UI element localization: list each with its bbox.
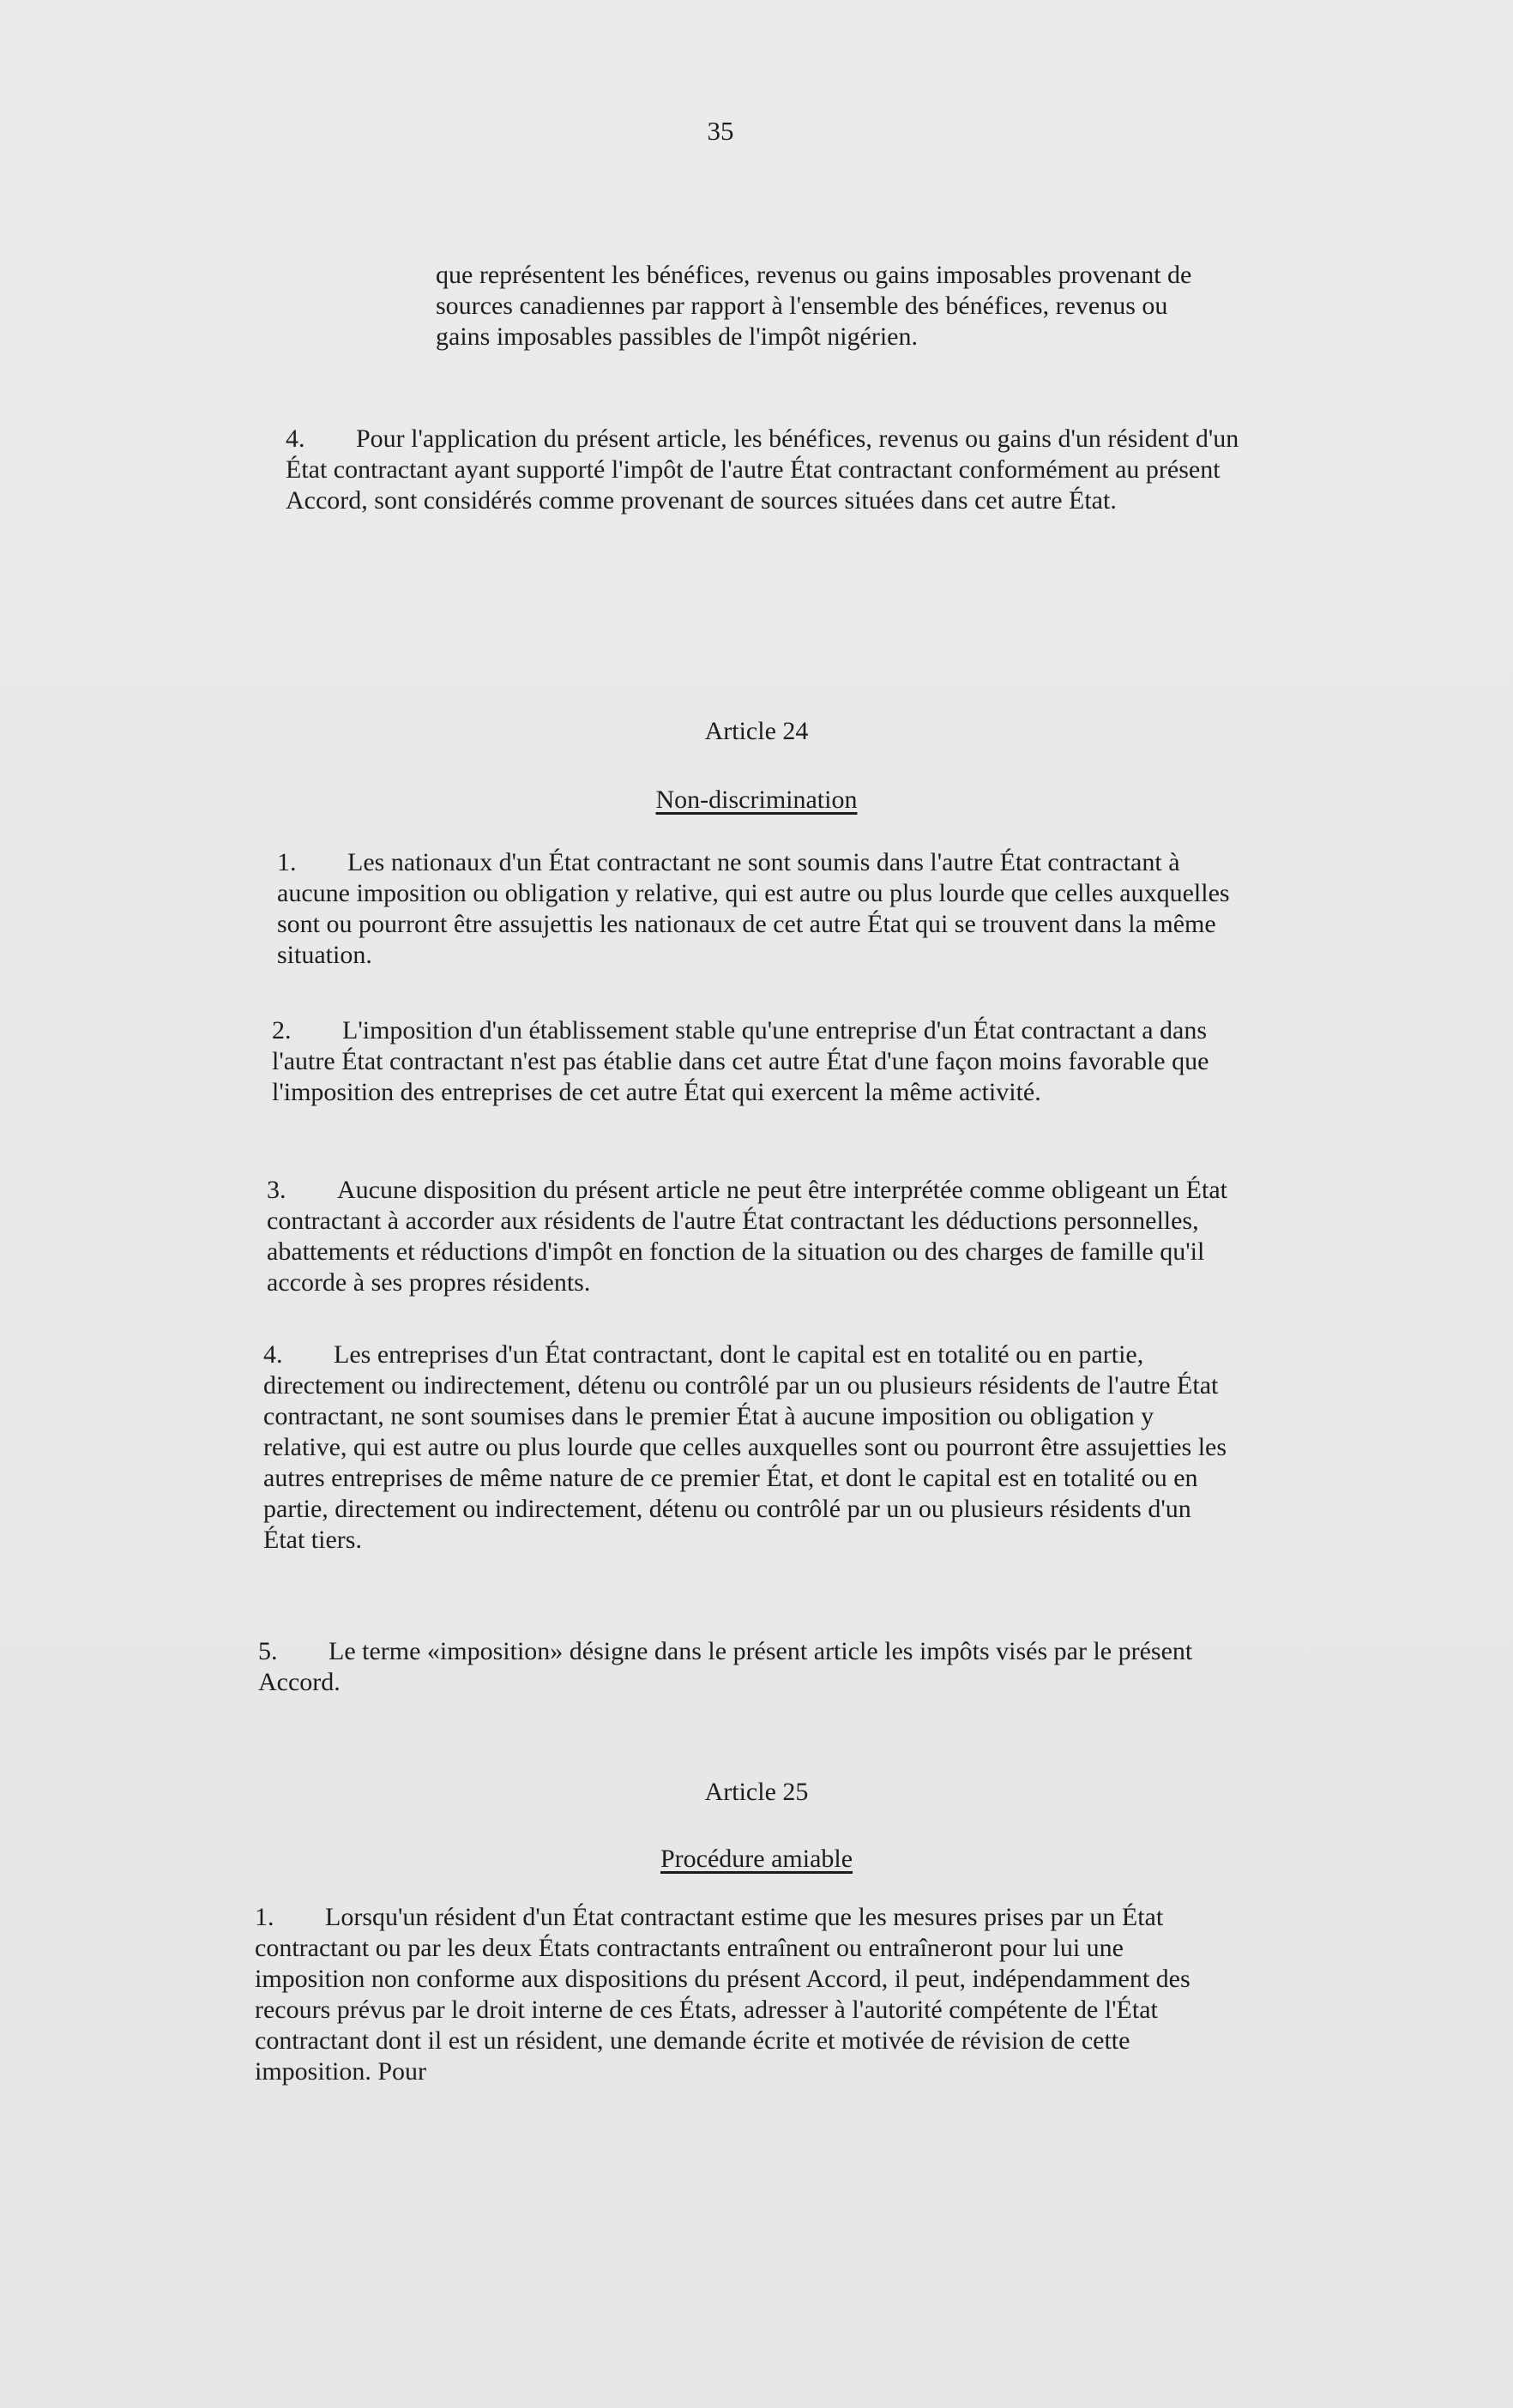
article-25-paragraph-1 xyxy=(255,1902,1224,2087)
paragraph-text: Les nationaux d'un État contractant ne sont soumis dans l'autre État contractant à aucune imposition ou obligation y relative, qui est autre ou plus lourde que celles auxquelles sont ou pourront être assujettis les nationaux de cet autre État qui se trouvent dans la même situation. xyxy=(277,848,1230,969)
article-24-paragraph-2 xyxy=(272,1015,1241,1108)
paragraph-text: Lorsqu'un résident d'un État contractant estime que les mesures prises par un État contractant ou par les deux États contractants entraînent ou entraîneront pour lui une imposition non conforme aux dispositions du présent Accord, il peut, indépendamment des recours prévus par le droit interne de ces États, adresser à l'autorité compétente de l'État contractant dont il est un résident, une demande écrite et motivée de révision de cette imposition. Pour xyxy=(255,1903,1191,2086)
paragraph-number: 2. xyxy=(272,1016,292,1044)
article-24-paragraph-1 xyxy=(277,847,1246,971)
article-24-paragraph-5 xyxy=(258,1636,1227,1698)
article-24-subtitle: Non-discrimination xyxy=(655,786,858,814)
article-24-paragraph-3 xyxy=(267,1175,1236,1298)
paragraph-text: Aucune disposition du présent article ne peut être interprétée comme obligeant un État contractant à accorder aux résidents de l'autre État contractant les déductions personnelles, abattements et réductions d'impôt en fonction de la situation ou des charges de famille qu'il accorde à ses propres résidents. xyxy=(267,1176,1227,1297)
paragraph-number: 4. xyxy=(286,424,305,453)
paragraph-text: Le terme «imposition» désigne dans le présent article les impôts visés par le présent Accord. xyxy=(258,1637,1193,1696)
paragraph-text: Pour l'application du présent article, les bénéfices, revenus ou gains d'un résident d'un État contractant ayant supporté l'impôt de l'autre État contractant conformément au présent Accord, sont considérés comme provenant de sources situées dans cet autre État. xyxy=(286,424,1239,515)
paragraph-number: 4. xyxy=(263,1340,283,1369)
page-number: 35 xyxy=(707,116,734,146)
paragraph-number: 3. xyxy=(267,1176,286,1204)
continuation-paragraph: que représentent les bénéfices, revenus ou gains imposables provenant de sources canadiennes par rapport à l'ensemble des bénéfices, revenus ou gains imposables passibles de l'impôt nigérien. xyxy=(436,261,1192,351)
paragraph-number: 5. xyxy=(258,1637,278,1665)
paragraph-number: 1. xyxy=(255,1903,274,1931)
paragraph-4-previous-article xyxy=(286,424,1255,516)
paragraph-number: 1. xyxy=(277,848,297,876)
article-24-title: Article 24 xyxy=(704,717,809,745)
paragraph-text: L'imposition d'un établissement stable qu'une entreprise d'un État contractant a dans l'autre État contractant n'est pas établie dans cet autre État d'une façon moins favorable que l'imposition des entreprises de cet autre État qui exercent la même activité. xyxy=(272,1016,1209,1106)
article-24-paragraph-4 xyxy=(263,1339,1233,1556)
article-25-subtitle: Procédure amiable xyxy=(660,1845,853,1873)
paragraph-text: Les entreprises d'un État contractant, dont le capital est en totalité ou en partie, directement ou indirectement, détenu ou contrôlé par un ou plusieurs résidents de l'autre État contractant, ne sont soumises dans le premier État à aucune imposition ou obligation y relative, qui est autre ou plus lourde que celles auxquelles sont ou pourront être assujetties les autres entreprises de même nature de ce premier État, et dont le capital est en totalité ou en partie, directement ou indirectement, détenu ou contrôlé par un ou plusieurs résidents d'un État tiers. xyxy=(263,1340,1227,1554)
article-25-title: Article 25 xyxy=(704,1778,809,1806)
